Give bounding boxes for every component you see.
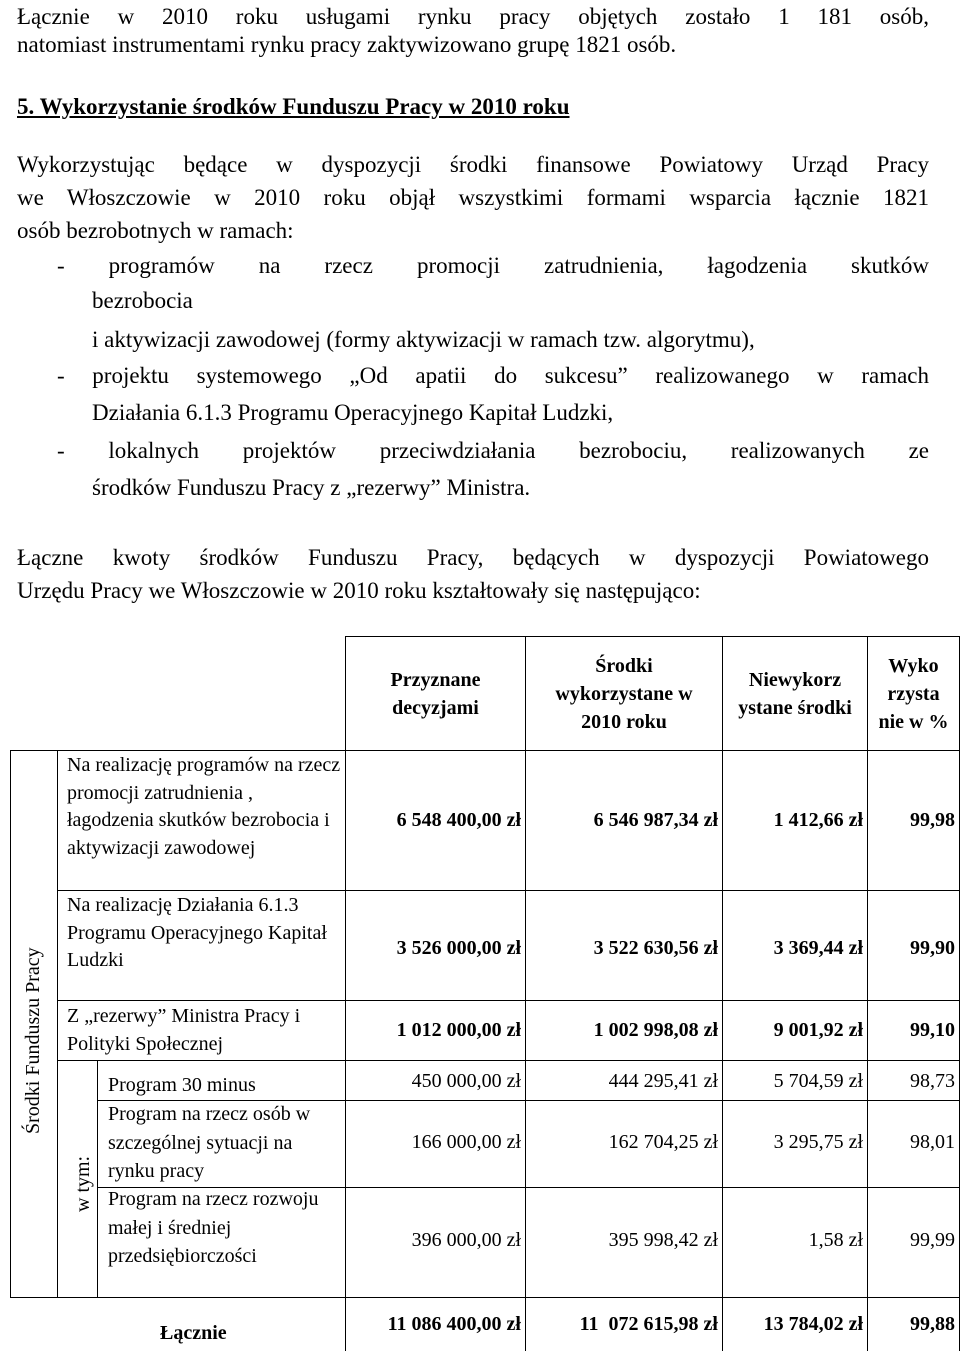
row-1-granted: 6 548 400,00 zł [396,808,521,831]
subrow-3-used: 395 998,42 zł [608,1228,718,1251]
header-used: Środki wykorzystane w 2010 roku [555,654,693,733]
paragraph-2-line-3: osób bezrobotnych w ramach: [17,218,294,243]
paragraph-3-line-1: Łączne kwoty środków Funduszu Pracy, będących w dyspozycji Powiatowego [17,545,929,570]
bullet-3-line-2: środków Funduszu Pracy z „rezerwy” Ministra. [92,475,531,500]
subrow-2-unused: 3 295,75 zł [773,1130,863,1153]
subrow-1-percent: 98,73 [910,1070,955,1092]
row-3-unused: 9 001,92 zł [773,1018,863,1041]
subrow-1-unused: 5 704,59 zł [773,1070,863,1092]
paragraph-3-line-2: Urzędu Pracy we Włoszczowie w 2010 roku kształtowały się następująco: [17,578,701,603]
subrow-3-granted: 396 000,00 zł [411,1228,521,1251]
paragraph-2-line-1: Wykorzystując będące w dyspozycji środki finansowe Powiatowy Urząd Pracy [17,152,929,177]
subrow-1-used: 444 295,41 zł [608,1070,718,1092]
section-heading: 5. Wykorzystanie środków Funduszu Pracy w 2010 roku [17,94,570,119]
subrow-3-unused: 1,58 zł [808,1228,863,1251]
subrow-label-special-situation: Program na rzecz osób w szczególnej sytuacji na rynku pracy [108,1103,311,1182]
header-percent: Wyko rzysta nie w % [878,654,949,733]
row-label-action-613: Na realizację Działania 6.1.3 Programu Operacyjnego Kapitał Ludzki [67,894,327,972]
bullet-2-line-1: - projektu systemowego „Od apatii do sukcesu” realizowanego w ramach [57,363,929,388]
row-2-granted: 3 526 000,00 zł [396,936,521,959]
intro-line-2: natomiast instrumentami rynku pracy zaktywizowano grupę 1821 osób. [17,32,677,57]
total-percent: 99,88 [910,1312,955,1335]
subrow-2-granted: 166 000,00 zł [411,1130,521,1153]
bullet-1-line-1: - programów na rzecz promocji zatrudnienia, łagodzenia skutków [57,253,929,278]
bullet-3-line-1: - lokalnych projektów przeciwdziałania bezrobociu, realizowanych ze [57,438,929,463]
bullet-1-line-3: i aktywizacji zawodowej (formy aktywizacji w ramach tzw. algorytmu), [92,327,755,352]
row-1-percent: 99,98 [910,808,955,831]
total-unused: 13 784,02 zł [763,1312,863,1335]
row-1-unused: 1 412,66 zł [773,808,863,831]
header-unused: Niewykorz ystane środki [738,668,852,719]
subrow-3-percent: 99,99 [910,1228,955,1251]
row-label-ministry-reserve: Z „rezerwy” Ministra Pracy i Polityki Społecznej [67,1005,301,1055]
bullet-2-line-2: Działania 6.1.3 Programu Operacyjnego Kapitał Ludzki, [92,400,614,425]
subrow-1-granted: 450 000,00 zł [411,1070,521,1092]
bullet-1-line-2: bezrobocia [92,288,193,313]
subrow-2-percent: 98,01 [910,1130,955,1153]
paragraph-2-line-2: we Włoszczowie w 2010 roku objął wszystkimi formami wsparcia łącznie 1821 [17,185,929,210]
subrow-2-used: 162 704,25 zł [608,1130,718,1153]
sub-label-including: w tym: [72,1155,94,1212]
total-used: 11 072 615,98 zł [579,1312,718,1335]
intro-line-1: Łącznie w 2010 roku usługami rynku pracy objętych zostało 1 181 osób, [17,4,929,29]
row-2-percent: 99,90 [910,936,955,959]
row-1-used: 6 546 987,34 zł [593,808,718,831]
subrow-label-small-business: Program na rzecz rozwoju małej i średniej przedsiębiorczości [108,1188,319,1267]
row-label-programs: Na realizację programów na rzecz promocji zatrudnienia , łagodzenia skutków bezrobocia i aktywizacji zawodowej [67,754,341,859]
total-granted: 11 086 400,00 zł [387,1312,521,1335]
row-2-used: 3 522 630,56 zł [593,936,718,959]
header-granted: Przyznane decyzjami [390,668,481,719]
row-3-granted: 1 012 000,00 zł [396,1018,521,1041]
total-label: Łącznie [160,1322,227,1344]
row-2-unused: 3 369,44 zł [773,936,863,959]
side-label-fund: Środki Funduszu Pracy [22,947,44,1134]
row-3-used: 1 002 998,08 zł [593,1018,718,1041]
subrow-label-program-30: Program 30 minus [108,1074,256,1096]
row-3-percent: 99,10 [910,1018,955,1041]
